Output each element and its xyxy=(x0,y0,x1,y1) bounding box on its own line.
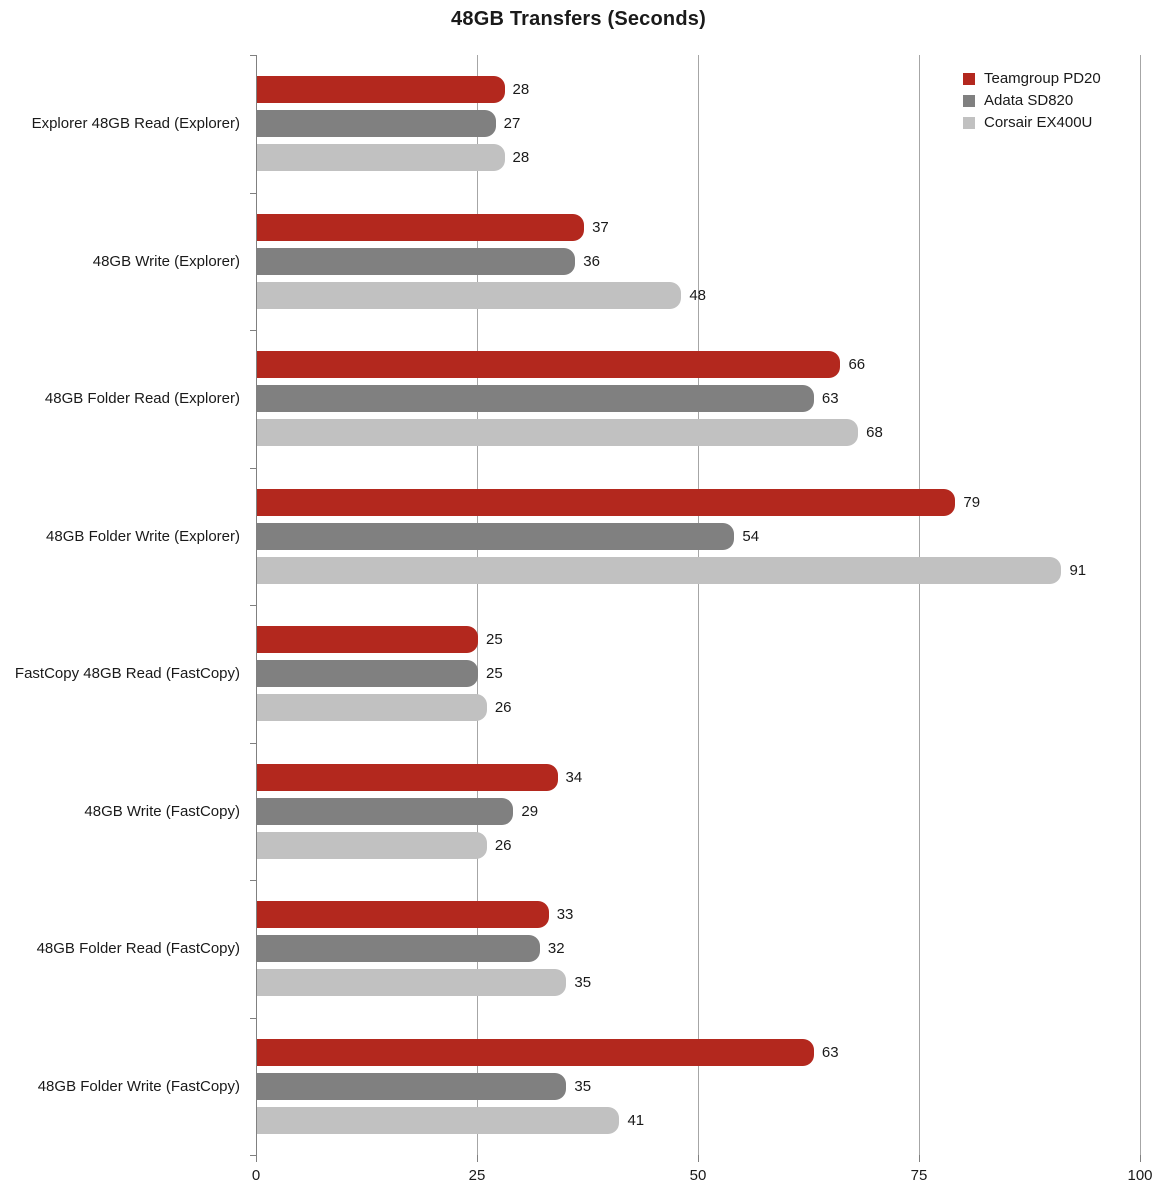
x-axis-tick xyxy=(1140,1155,1141,1162)
x-axis-tick xyxy=(477,1155,478,1162)
bar-value-label: 26 xyxy=(494,836,512,854)
bar xyxy=(257,1039,814,1066)
legend-label: Corsair EX400U xyxy=(984,114,1093,131)
bar-value-label: 29 xyxy=(521,802,539,820)
bar xyxy=(257,419,858,446)
bar xyxy=(257,144,505,171)
bar xyxy=(257,385,814,412)
bar xyxy=(257,110,496,137)
x-axis-tick-label: 100 xyxy=(1127,1167,1153,1184)
x-axis-tick-label: 50 xyxy=(689,1167,707,1184)
y-axis-tick xyxy=(250,193,256,194)
bar-value-label: 48 xyxy=(689,286,706,304)
category-label: 48GB Folder Write (Explorer) xyxy=(46,527,240,545)
bar xyxy=(257,935,540,962)
category-label: 48GB Folder Write (FastCopy) xyxy=(37,1077,240,1095)
y-axis-tick xyxy=(250,55,256,56)
bar-value-label: 35 xyxy=(574,974,592,992)
bar-value-label: 68 xyxy=(866,424,883,442)
y-axis-tick xyxy=(250,743,256,744)
gridline xyxy=(919,55,920,1155)
bar xyxy=(257,969,566,996)
bar-value-label: 33 xyxy=(556,906,574,924)
bar xyxy=(257,694,487,721)
x-axis-tick xyxy=(256,1155,257,1162)
bar xyxy=(257,248,575,275)
x-axis-tick-label: 75 xyxy=(910,1167,928,1184)
bar-value-label: 28 xyxy=(512,81,530,99)
category-label: 48GB Folder Read (FastCopy) xyxy=(36,940,240,958)
bar xyxy=(257,351,840,378)
bar xyxy=(257,901,549,928)
bar xyxy=(257,76,505,103)
bar-value-label: 41 xyxy=(627,1111,645,1129)
y-axis-tick xyxy=(250,468,256,469)
category-label: 48GB Write (FastCopy) xyxy=(84,802,240,820)
bar xyxy=(257,282,681,309)
category-label: 48GB Write (Explorer) xyxy=(92,252,240,270)
x-axis-tick xyxy=(698,1155,699,1162)
bar-value-label: 27 xyxy=(503,115,521,133)
category-label: FastCopy 48GB Read (FastCopy) xyxy=(14,665,240,683)
bar xyxy=(257,489,955,516)
bar-value-label: 34 xyxy=(565,768,583,786)
bar-value-label: 28 xyxy=(512,149,530,167)
x-axis-tick-label: 0 xyxy=(251,1167,261,1184)
bar-value-label: 63 xyxy=(821,1043,839,1061)
bar-value-label: 79 xyxy=(963,493,981,511)
bar xyxy=(257,523,734,550)
bar-value-label: 35 xyxy=(574,1077,592,1095)
bar xyxy=(257,557,1061,584)
bar-value-label: 25 xyxy=(486,631,503,649)
bar-value-label: 63 xyxy=(821,390,839,408)
bar xyxy=(257,798,513,825)
bar xyxy=(257,626,478,653)
bar xyxy=(257,764,558,791)
bar-value-label: 26 xyxy=(494,699,512,717)
legend-label: Teamgroup PD20 xyxy=(984,70,1101,87)
gridline xyxy=(1140,55,1141,1155)
bar-value-label: 37 xyxy=(592,218,609,236)
x-axis-tick xyxy=(919,1155,920,1162)
bar xyxy=(257,660,478,687)
bar xyxy=(257,1107,619,1134)
bar-value-label: 25 xyxy=(486,665,503,683)
bar-value-label: 66 xyxy=(848,356,866,374)
bar-value-label: 54 xyxy=(742,527,760,545)
bar xyxy=(257,1073,566,1100)
y-axis-tick xyxy=(250,880,256,881)
y-axis-tick xyxy=(250,605,256,606)
chart-title: 48GB Transfers (Seconds) xyxy=(451,8,706,30)
bar xyxy=(257,832,487,859)
legend-label: Adata SD820 xyxy=(984,92,1074,109)
bar-value-label: 32 xyxy=(547,940,565,958)
gridline xyxy=(698,55,699,1155)
bar-value-label: 91 xyxy=(1069,561,1087,579)
y-axis-tick xyxy=(250,1018,256,1019)
y-axis-tick xyxy=(250,1155,256,1156)
category-label: Explorer 48GB Read (Explorer) xyxy=(31,115,240,133)
category-label: 48GB Folder Read (Explorer) xyxy=(44,390,240,408)
x-axis-tick-label: 25 xyxy=(468,1167,486,1184)
y-axis-tick xyxy=(250,330,256,331)
bar-value-label: 36 xyxy=(583,252,600,270)
bar xyxy=(257,214,584,241)
